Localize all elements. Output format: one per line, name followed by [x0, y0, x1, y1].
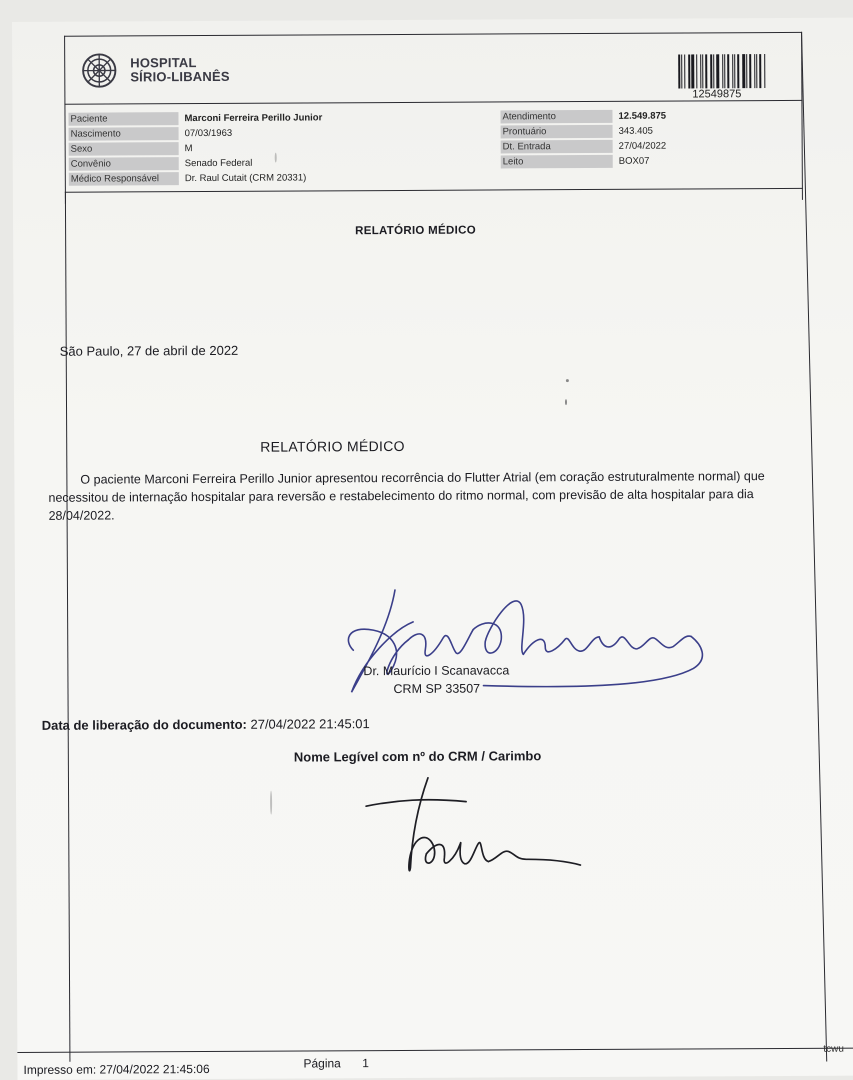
patient-info-right [500, 109, 666, 170]
report-body: O paciente Marconi Ferreira Perillo Junior apresentou recorrência do Flutter Atrial (em coração estruturalmente normal) que necessitou de internação hospitalar para reversão e restabelecimento do ritmo normal, com previsão de alta hospitalar para dia 28/04/2022. [48, 469, 765, 523]
right-border [801, 32, 827, 1062]
info-row-sex [69, 140, 323, 156]
barcode-bar [732, 54, 733, 88]
barcode-bar [724, 54, 725, 88]
doctor-name: Dr. Maurício I Scanavacca [363, 663, 510, 679]
barcode-bar [700, 54, 701, 88]
info-value: 12.549.875 [618, 110, 667, 122]
hospital-name-line1: HOSPITAL [130, 55, 197, 71]
report-title: RELATÓRIO MÉDICO [260, 437, 405, 455]
info-label: Médico Responsável [69, 172, 179, 186]
barcode-bar [702, 54, 703, 88]
left-border [65, 192, 71, 1062]
barcode-bar [749, 54, 751, 88]
info-value: Senado Federal [184, 157, 253, 170]
barcode-bar [759, 54, 761, 88]
barcode-bar [737, 54, 739, 88]
barcode-bar [742, 54, 745, 88]
info-row-insurance [69, 155, 323, 171]
info-row-bed [501, 154, 667, 170]
doctor-crm: CRM SP 33507 [393, 681, 481, 697]
info-label: Nascimento [69, 127, 179, 141]
info-label: Prontuário [501, 125, 613, 139]
document-page [12, 18, 853, 1080]
barcode-bar [713, 54, 714, 88]
info-row-entry-date [501, 139, 667, 155]
barcode-bar [705, 54, 707, 88]
hospital-name-line2: SÍRIO-LIBANÊS [130, 68, 230, 85]
release-date [42, 716, 370, 733]
info-value: 27/04/2022 [618, 140, 667, 152]
info-value: BOX07 [618, 155, 650, 167]
barcode-bar [722, 54, 723, 88]
info-value: Dr. Raul Cutait (CRM 20331) [184, 172, 307, 185]
doctor-signature [333, 558, 714, 700]
scan-speck [565, 399, 567, 405]
cedar-emblem-icon [80, 51, 118, 89]
info-value: 343.405 [618, 125, 653, 137]
barcode-bar [691, 54, 694, 88]
barcode-bar [678, 55, 680, 89]
barcode-bar [710, 54, 712, 88]
scan-speck [275, 153, 277, 163]
barcode-bar [756, 54, 757, 88]
printed-at: Impresso em: 27/04/2022 21:45:06 [23, 1061, 210, 1077]
info-value: M [184, 143, 193, 155]
barcode-bar [734, 54, 735, 88]
document-title: RELATÓRIO MÉDICO [355, 224, 477, 238]
info-label: Dt. Entrada [501, 140, 613, 154]
barcode-bar [716, 54, 719, 88]
info-value: Marconi Ferreira Perillo Junior [184, 112, 323, 125]
page-number: 1 [362, 1056, 369, 1071]
info-label: Convênio [69, 157, 179, 171]
page-label: Página [303, 1056, 341, 1071]
barcode-bar [684, 54, 685, 88]
scan-speck [566, 379, 569, 382]
info-row-patient [68, 110, 322, 126]
stamp-signature [356, 769, 587, 880]
barcode-bar [746, 54, 747, 88]
barcode-bar [754, 54, 755, 88]
corner-code: tcwu [823, 1043, 844, 1055]
hospital-logo [80, 51, 230, 90]
info-label: Sexo [69, 142, 179, 156]
scan-speck [270, 791, 272, 815]
barcode-bar [681, 54, 682, 88]
barcode [678, 54, 766, 88]
info-row-attendance [500, 109, 666, 125]
release-label: Data de liberação do documento: [41, 716, 247, 733]
barcode-bar [727, 54, 729, 88]
barcode-number: 12549875 [692, 88, 742, 101]
page-indicator [303, 1056, 368, 1070]
release-value: 27/04/2022 21:45:01 [250, 716, 370, 732]
info-label: Atendimento [500, 110, 612, 124]
barcode-bar [688, 54, 690, 88]
barcode-bar [764, 54, 765, 88]
info-label: Leito [501, 155, 613, 169]
place-date: São Paulo, 27 de abril de 2022 [59, 342, 239, 359]
info-label: Paciente [68, 112, 178, 126]
barcode-bar [696, 54, 697, 88]
info-value: 07/03/1963 [184, 127, 233, 140]
patient-info-left [68, 110, 322, 186]
footer-divider [17, 1048, 853, 1053]
info-row-birth [69, 125, 323, 141]
info-row-doctor [69, 170, 323, 186]
hospital-name [130, 56, 230, 85]
stamp-label: Nome Legível com nº do CRM / Carimbo [293, 748, 542, 765]
info-row-record [501, 124, 667, 140]
